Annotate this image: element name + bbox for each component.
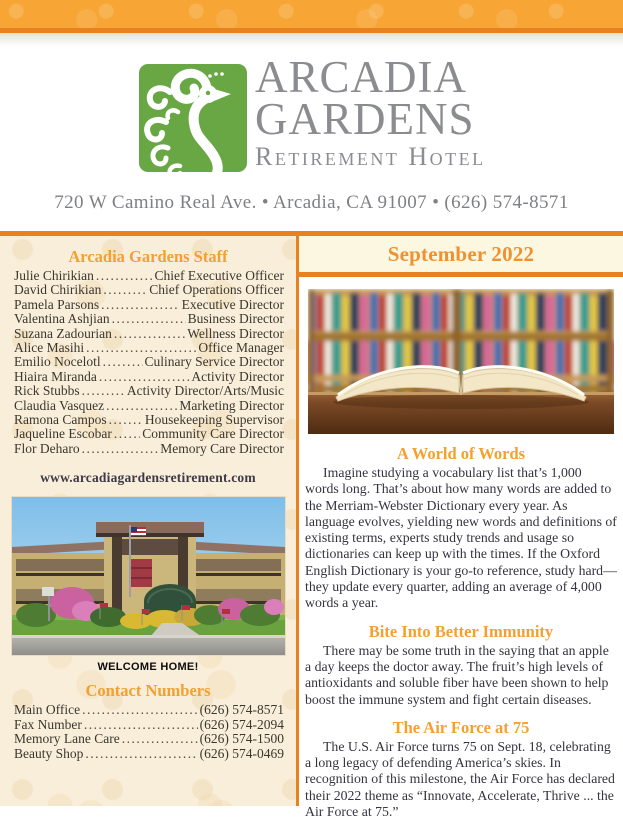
top-banner — [0, 0, 623, 28]
photo-caption: WELCOME HOME! — [97, 661, 199, 674]
contact-numbers-title: Contact Numbers — [85, 681, 211, 701]
hotel-exterior-photo — [11, 496, 286, 656]
article-title: Bite Into Better Immunity — [368, 621, 554, 641]
peacock-logo-icon — [136, 46, 250, 197]
open-book-library-photo — [308, 289, 614, 434]
brand-wordmark — [255, 52, 505, 172]
article-body: The U.S. Air Force turns 75 on Sept. 18, celebrating a long legacy of defending America’s skies. In recognition of this milestone, the Air Force has declared their 2022 theme as “Innovate, Accelerate, Thrive ... the Air Force at 75.” — [305, 738, 615, 820]
website-link[interactable]: www.arcadiagardensretirement.com — [40, 470, 256, 486]
staff-row: David Chirikian ..... Chief Operations Officer — [14, 283, 284, 297]
staff-row: Pamela Parsons ..... Executive Director — [14, 298, 284, 312]
article-title: The Air Force at 75 — [392, 717, 530, 737]
staff-row: Julie Chirikian ..... Chief Executive Officer — [14, 269, 284, 283]
contact-row: Fax Number ..... (626) 574-2094 — [14, 718, 284, 732]
newsletter-main — [299, 236, 623, 820]
contact-list — [0, 702, 296, 761]
article-world-of-words — [299, 444, 623, 612]
contact-numbers-section — [0, 681, 296, 761]
article-body: There may be some truth in the saying that an apple a day keeps the doctor away. The fruit’s high levels of antioxidants and soluble fiber have been shown to help boost the immune system and fight certain diseases. — [305, 642, 609, 707]
sidebar-panel — [0, 236, 296, 806]
article-better-immunity — [299, 622, 623, 708]
staff-row: Emilio Nocelotl ..... Culinary Service Director — [14, 355, 284, 369]
brand-line-retirement-hotel: Retirement Hotel — [255, 142, 486, 171]
staff-list-title: Arcadia Gardens Staff — [68, 247, 228, 266]
article-title: A World of Words — [396, 444, 526, 463]
contact-row: Memory Lane Care ..... (626) 574-1500 — [14, 732, 284, 746]
brand-line-gardens: GARDENS — [255, 94, 475, 144]
staff-row: Flor Deharo ..... Memory Care Director — [14, 442, 284, 456]
staff-row: Valentina Ashjian ..... Business Director — [14, 312, 284, 326]
staff-row: Ramona Campos ..... Housekeeping Supervisor — [14, 413, 284, 427]
staff-row: Claudia Vasquez ..... Marketing Director — [14, 399, 284, 413]
article-air-force-75 — [299, 718, 623, 820]
address-line: 720 W Camino Real Ave. • Arcadia, CA 91007 • (626) 574-8571 — [54, 192, 569, 213]
staff-row: Alice Masihi ..... Office Manager — [14, 341, 284, 355]
contact-row: Main Office ..... (626) 574-8571 — [14, 703, 284, 717]
staff-list — [0, 268, 296, 456]
article-body: Imagine studying a vocabulary list that’s 1,000 words long. That’s about how many words are added to the Merriam-Webster Dictionary every year. As language evolves, yielding new words and definitions of existing terms, experts study trends and usage so dictionaries can keep up with the times. If the Oxford English Dictionary is your go-to reference, study hard—they update every quarter, adding an average of 4,000 words a year. — [305, 465, 617, 611]
staff-row: Hiaira Miranda ..... Activity Director — [14, 370, 284, 384]
staff-row: Rick Stubbs ..... Activity Director/Arts/Music — [14, 384, 284, 398]
staff-row: Jaqueline Escobar ..... Community Care Director — [14, 427, 284, 441]
brand-line-arcadia: ARCADIA — [255, 52, 468, 102]
issue-date-bar — [299, 236, 623, 277]
contact-row: Beauty Shop ..... (626) 574-0469 — [14, 747, 284, 761]
top-shadow — [0, 33, 623, 46]
issue-date: September 2022 — [387, 241, 535, 266]
staff-row: Suzana Zadourian ..... Wellness Director — [14, 327, 284, 341]
